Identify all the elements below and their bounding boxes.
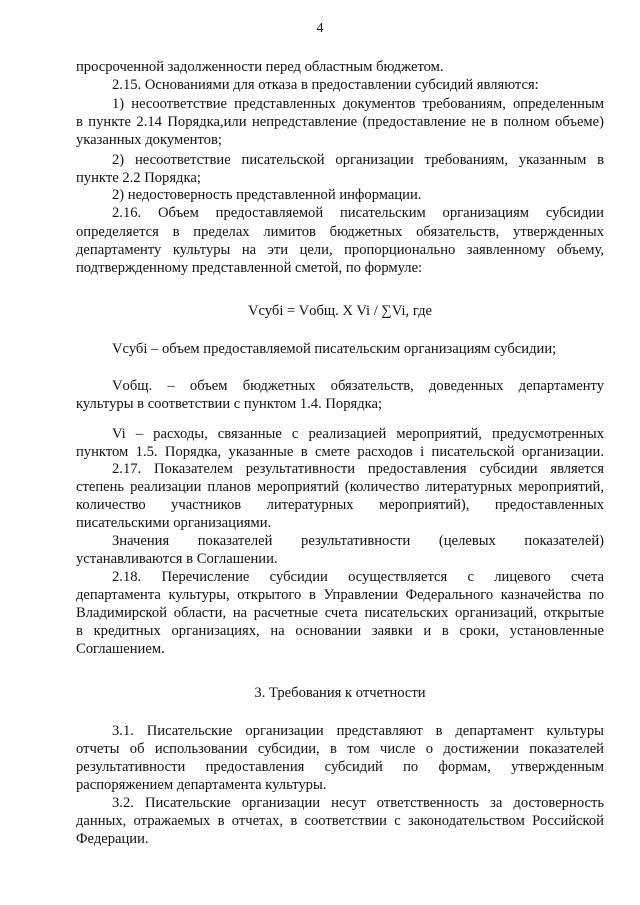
definition-vsub: Vсубi – объем предоставляемой писательским организациям субсидии; (112, 341, 557, 357)
text-line: степень реализации планов мероприятий (количество литературных мероприятий, (76, 479, 604, 495)
text-line: Соглашением. (76, 641, 165, 657)
text-line: просроченной задолженности перед областным бюджетом. (76, 59, 444, 75)
text-line: 1) несоответствие представленных документов требованиям, определенным (112, 96, 604, 112)
text-line: департамента культуры, открытого в Управлении Федерального казначейства по (76, 587, 604, 603)
text-line: данных, отражаемых в отчетах, в соответствии с законодательством Российской (76, 813, 604, 829)
clause-3-2: 3.2. Писательские организации несут ответственность за достоверность (112, 795, 604, 811)
clause-3-1: 3.1. Писательские организации представляют в департамент культуры (112, 723, 604, 739)
text-line: в кредитных организациях, на основании заявки и в сроки, установленные (76, 623, 604, 639)
text-line: результативности предоставления субсидий по формам, утвержденным (76, 759, 604, 775)
text-line: культуры в соответствии с пунктом 1.4. Порядка; (76, 396, 383, 412)
clause-2-18: 2.18. Перечисление субсидии осуществляется с лицевого счета (112, 569, 604, 585)
text-line: количество участников литературных мероприятий), предоставленных (76, 497, 604, 513)
clause-2-17: 2.17. Показателем результативности предоставления субсидии является (112, 461, 604, 477)
definition-vi: Vi – расходы, связанные с реализацией мероприятий, предусмотренных (112, 426, 604, 442)
text-line: определяется в пределах лимитов бюджетных обязательств, утвержденных (76, 224, 604, 240)
text-line: Федерации. (76, 831, 149, 847)
text-line: устанавливаются в Соглашении. (76, 551, 278, 567)
formula: Vсубi = Vобщ. X Vi / ∑Vi, где (247, 303, 433, 319)
text-line: подтвержденному представленной сметой, по формуле: (76, 260, 423, 276)
text-line: указанных документов; (76, 132, 222, 148)
text-line: Значения показателей результативности (целевых показателей) (112, 533, 604, 549)
text-line: Владимирской области, на расчетные счета писательских организаций, открытые (76, 605, 604, 621)
page-number: 4 (316, 21, 324, 36)
text-line: пункте 2.2 Порядка; (76, 170, 201, 186)
text-line: 2) недостоверность представленной информации. (112, 187, 422, 203)
text-line: в пункте 2.14 Порядка,или непредставление (предоставление не в полном объеме) (76, 114, 604, 130)
text-line: распоряжением департамента культуры. (76, 777, 327, 793)
text-line: писательскими организациями. (76, 515, 272, 531)
definition-vobsch: Vобщ. – объем бюджетных обязательств, доведенных департаменту (112, 378, 604, 394)
clause-2-16: 2.16. Объем предоставляемой писательским организациям субсидии (112, 205, 604, 221)
text-line: департаменту культуры на эти цели, пропорционально заявленному объему, (76, 242, 604, 258)
section-title: 3. Требования к отчетности (254, 685, 426, 701)
text-line: 2) несоответствие писательской организации требованиям, указанным в (112, 152, 604, 168)
clause-2-15: 2.15. Основаниями для отказа в предоставлении субсидий являются: (112, 77, 539, 93)
text-line: пунктом 1.5. Порядка, указанные в смете расходов i писательской организации. (76, 444, 604, 460)
text-line: отчеты об использовании субсидии, в том числе о достижении показателей (76, 741, 604, 757)
